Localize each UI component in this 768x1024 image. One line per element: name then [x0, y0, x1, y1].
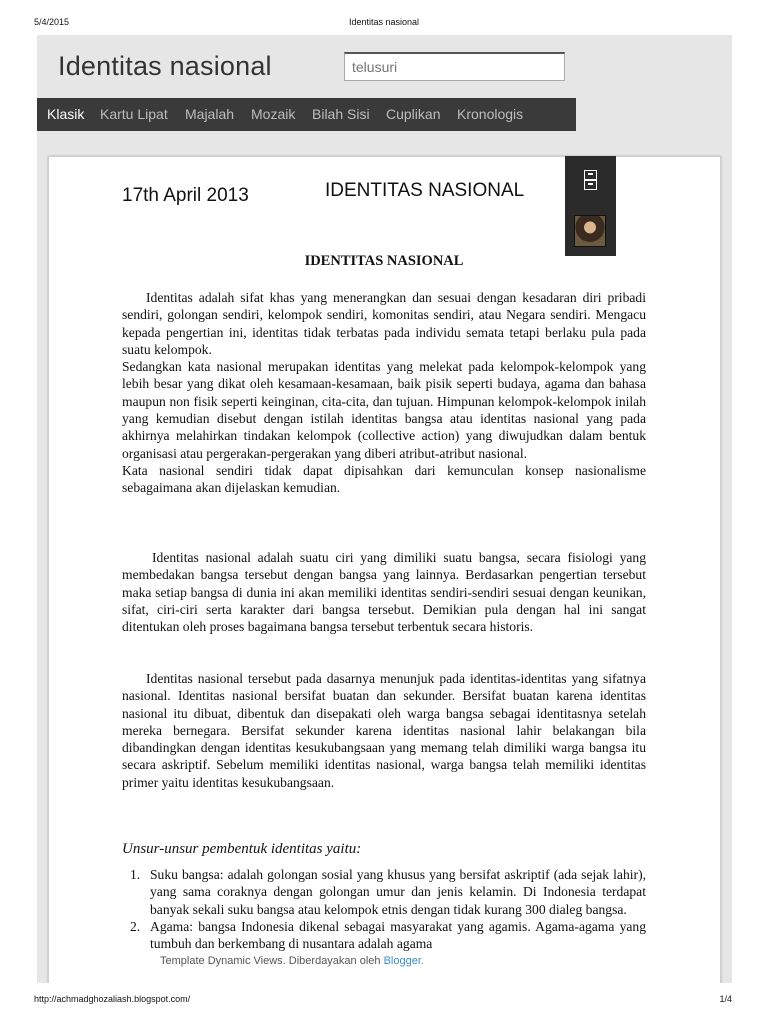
paragraph: Kata nasional sendiri tidak dapat dipisahkan dari kemunculan konsep nasionalisme sebagaimana akan dijelaskan kemudian. — [122, 462, 646, 496]
post-body-block-1 — [122, 289, 646, 497]
paragraph: Sedangkan kata nasional merupakan identitas yang melekat pada kelompok-kelompok yang lebih besar yang dikat oleh kesamaan-kesamaan, baik pisik seperti budaya, agama dan bahasa maupun non fisik seperti keinginan, cita-cita, dan tujuan. Himpunan kelompok-kelompok inilah yang kemudian disebut dengan istilah identitas bangsa atau identitas nasional yang pada akhirnya melahirkan tindakan kelompok (collective action) yang diwujudkan dalam bentuk organisasi atau pergerakan-pergerakan yang diberi atribut-atribut nasional. — [122, 359, 646, 461]
unsur-list — [130, 866, 646, 952]
tab-mozaik[interactable]: Mozaik — [251, 106, 296, 122]
post-date: 17th April 2013 — [122, 185, 249, 206]
blog-title[interactable]: Identitas nasional — [58, 51, 272, 81]
print-page-number: 1/4 — [719, 994, 732, 1004]
paragraph: Identitas adalah sifat khas yang menerangkan dan sesuai dengan kesadaran diri pribadi sendiri, golongan sendiri, kelompok sendiri, komonitas sendiri, atau Negara sendiri. Mengacu kepada pengertian ini, identitas tidak terbatas pada individu semata tetapi berlaku pula pada suatu kelompok. — [122, 290, 646, 357]
unsur-heading: Unsur-unsur pembentuk identitas yaitu: — [122, 841, 362, 857]
print-url: http://achmadghozaliash.blogspot.com/ — [34, 994, 191, 1004]
view-nav-bar — [37, 98, 576, 131]
tab-klasik[interactable]: Klasik — [47, 106, 85, 122]
blogger-attribution — [160, 955, 424, 967]
search-input[interactable] — [344, 52, 565, 81]
tab-kartu-lipat[interactable]: Kartu Lipat — [100, 106, 168, 122]
print-title: Identitas nasional — [348, 17, 420, 27]
list-text: Agama: bangsa Indonesia dikenal sebagai masyarakat yang agamis. Agama-agama yang tumbuh dan berkembang di nusantara adalah agama — [150, 918, 646, 952]
document-heading: IDENTITAS NASIONAL — [304, 253, 464, 269]
filing-cabinet-icon[interactable] — [565, 156, 616, 206]
print-header — [0, 17, 768, 29]
list-item — [130, 866, 646, 918]
attribution-text: Template Dynamic Views. Diberdayakan oleh — [160, 955, 381, 967]
post-body-block-2 — [122, 549, 646, 635]
list-text: Suku bangsa: adalah golongan sosial yang khusus yang bersifat askriptif (ada sejak lahir), yang sama coraknya dengan golongan umur dan jenis kelamin. Di Indonesia terdapat banyak sekali suku bangsa atau kelompok etnis dengan tidak kurang 300 dialeg bangsa. — [150, 867, 646, 917]
author-avatar-icon[interactable] — [574, 215, 606, 247]
list-item — [130, 918, 646, 953]
tab-cuplikan[interactable]: Cuplikan — [386, 106, 441, 122]
paragraph: Identitas nasional adalah suatu ciri yang dimiliki suatu bangsa, secara fisiologi yang membedakan bangsa tersebut dengan bangsa yang lainnya. Berdasarkan pengertian tersebut maka setiap bangsa di dunia ini akan memiliki identitas sendiri-sendiri sesuai dengan keunikan, sifat, ciri-ciri serta karakter dari bangsa tersebut. Demikian pula dengan hal ini sangat ditentukan oleh proses bagaimana bangsa tersebut terbentuk secara historis. — [122, 550, 646, 635]
print-date: 5/4/2015 — [34, 17, 70, 27]
side-tools — [565, 156, 616, 256]
paragraph: Identitas nasional tersebut pada dasarnya menunjuk pada identitas-identitas yang sifatnya nasional. Identitas nasional bersifat buatan dan sekunder. Bersifat buatan karena identitas nasional itu dibuat, dibentuk dan disepakati oleh warga bangsa sebagai identitasnya setelah mereka bernegara. Bersifat sekunder karena identitas nasional lahir belakangan bila dibandingkan dengan identitas kesukubangsaan yang memang telah dimiliki warga bangsa itu secara askriptif. Sebelum memiliki identitas nasional, warga bangsa telah memiliki identitas primer yaitu identitas kesukubangsaan. — [122, 671, 646, 790]
tab-majalah[interactable]: Majalah — [185, 106, 235, 122]
post-title[interactable]: IDENTITAS NASIONAL — [325, 180, 525, 201]
print-footer — [0, 994, 768, 1006]
list-number: 2. — [130, 918, 141, 934]
tab-bilah-sisi[interactable]: Bilah Sisi — [312, 106, 370, 122]
tab-kronologis[interactable]: Kronologis — [457, 106, 524, 122]
list-number: 1. — [130, 867, 141, 882]
blogger-link[interactable]: Blogger. — [383, 955, 424, 967]
post-body-block-3 — [122, 670, 646, 791]
